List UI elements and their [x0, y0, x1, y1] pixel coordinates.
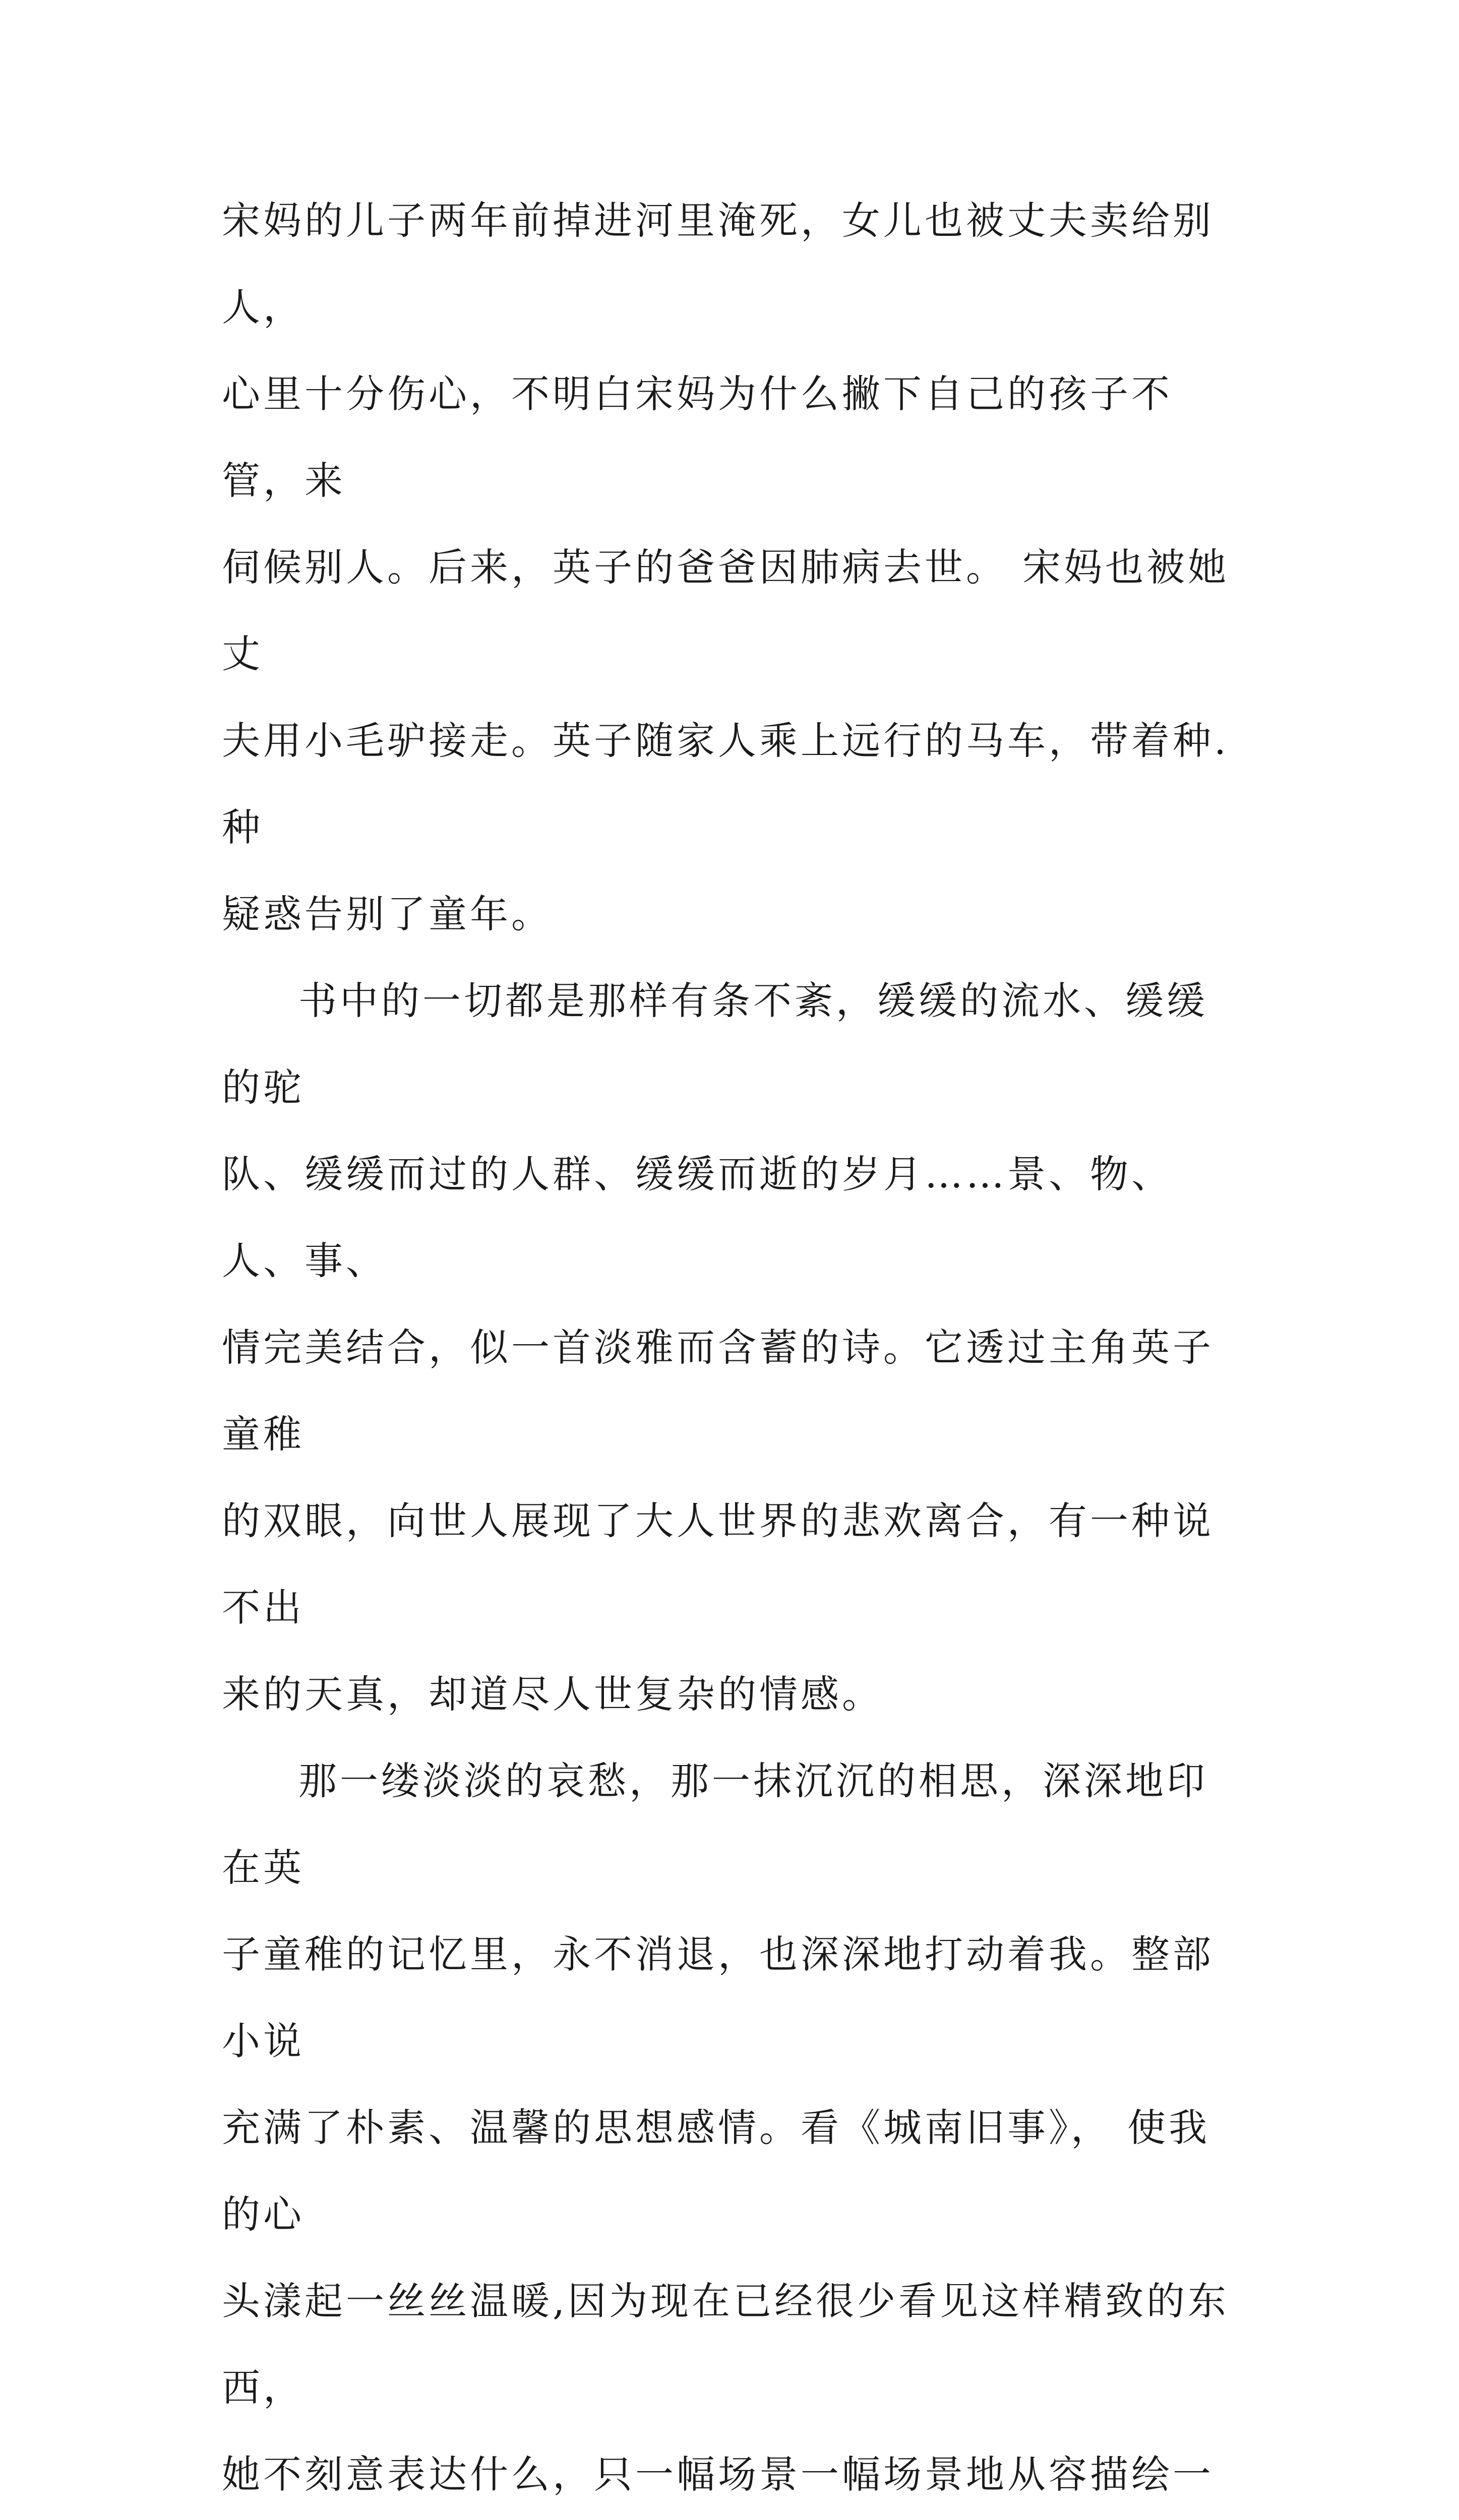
paragraph-2: 书中的一切都是那样有条不紊，缓缓的流水、缓缓的驼 队、缓缓而过的人群、缓缓而逝的岁月……景、物、人、事、 情完美结合，似一首淡雅而含蓄的诗。它透过主角英子童稚 的双眼，向世人展现了大人世界的悲欢离合，有一种说不出 来的天真，却道尽人世复杂的情感。 — [222, 978, 1214, 1717]
document-body — [222, 177, 1240, 2520]
paragraph-3: 那一缕淡淡的哀愁，那一抹沉沉的相思，深深地印在英 子童稚的记忆里，永不消退，也深深地打动着我。整部小说 充满了朴素、温馨的思想感情。看《城南旧事》， 使我的心 头漾起一丝丝温暖,因为现在已经很少看见这样精致的东西， 她不刻意表达什么，只一幅场景一幅场景地从容描绘一 — [222, 1758, 1230, 2497]
paragraph-1: 宋妈的儿子两年前掉进河里淹死，女儿也被丈夫卖给别人， 心里十分伤心，不明白宋妈为什么撇下自己的孩子不管，来 伺候别人。后来，英子的爸爸因肺病去世。 宋妈也被她丈 夫用小毛驴接走。英子随家人乘上远行的马车，带着种.种 疑惑告别了童年。 — [222, 198, 1230, 936]
